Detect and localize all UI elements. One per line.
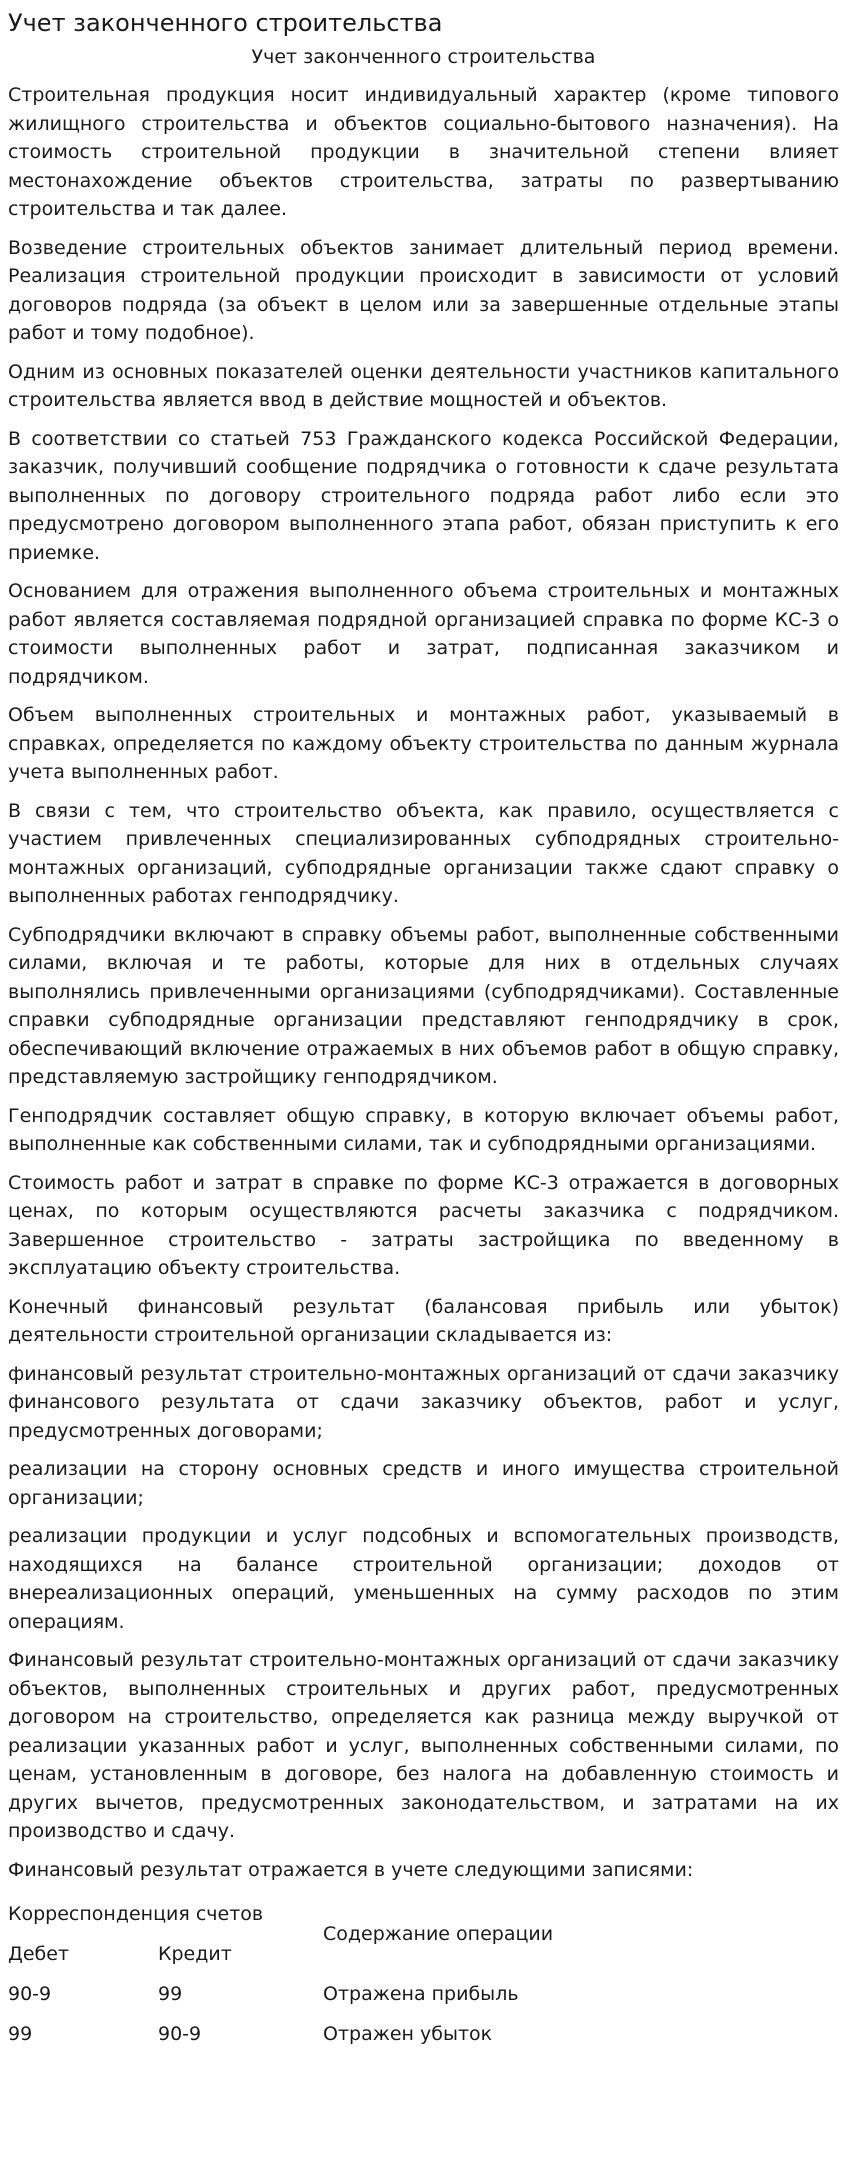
article-subtitle: Учет законченного строительства: [251, 46, 596, 68]
paragraph: Возведение строительных объектов занимает длительный период времени. Реализация строительной продукции происходит в зависимости от условий договоров подряда (за объект в целом или за завершенные отдельные этапы работ и тому подобное).: [8, 236, 839, 344]
paragraph: реализации продукции и услуг подсобных и вспомогательных производств, находящихся на балансе строительной организации; доходов от внереализационных операций, уменьшенных на сумму расходов по этим операциям.: [8, 1525, 839, 1633]
table-row: [8, 2014, 723, 2054]
paragraph: Субподрядчики включают в справку объемы работ, выполненные собственными силами, включая и те работы, которые для них в отдельных случаях выполнялись привлеченными организациями (субподрядчиками). Составленные справки субподрядные организации представляют генподрядчику в срок, обеспечивающий включение отражаемых в них объемов работ в общую справку, представляемую застройщику генподрядчиком.: [8, 923, 839, 1088]
cell-debit: 99: [8, 2023, 33, 2045]
paragraph: Одним из основных показателей оценки деятельности участников капитального строительства является ввод в действие мощностей и объектов.: [8, 360, 839, 411]
table-row: [8, 1974, 723, 2014]
paragraph: В связи с тем, что строительство объекта, как правило, осуществляется с участием привлеченных специализированных субподрядных строительно-монтажных организаций, субподрядные организации также сдают справку о выполненных работах генподрядчику.: [8, 799, 839, 907]
paragraph: Объем выполненных строительных и монтажных работ, указываемый в справках, определяется по каждому объекту строительства по данным журнала учета выполненных работ.: [8, 704, 839, 783]
cell-debit: 90-9: [8, 1983, 52, 2005]
table-header-row: [8, 1894, 723, 1934]
paragraph: финансовый результат строительно-монтажных организаций от сдачи заказчику финансового результата от сдачи заказчику объектов, работ и услуг, предусмотренных договорами;: [8, 1362, 839, 1442]
header-accounts-correspondence: Корреспонденция счетов: [8, 1903, 264, 1925]
paragraph: Конечный финансовый результат (балансовая прибыль или убыток) деятельности строительной организации складывается из:: [8, 1295, 839, 1346]
paragraph: Финансовый результат отражается в учете следующими записями:: [8, 1858, 694, 1881]
cell-content: Отражена прибыль: [323, 1983, 519, 2005]
accounting-entries-table: [8, 1894, 723, 2054]
paragraph: Строительная продукция носит индивидуальный характер (кроме типового жилищного строительства и объектов социально-бытового назначения). На стоимость строительной продукции в значительной степени влияет местонахождение объектов строительства, затраты по развертыванию строительства и так далее.: [8, 84, 839, 220]
page-title: Учет законченного строительства: [8, 9, 443, 37]
paragraph: Финансовый результат строительно-монтажных организаций от сдачи заказчику объектов, выполненных строительных и других работ, предусмотренных договором на строительство, определяется как разница между выручкой от реализации указанных работ и услуг, выполненных собственными силами, по ценам, установленным в договоре, без налога на добавленную стоимость и других вычетов, предусмотренных законодательством, и затратами на их производство и сдачу.: [8, 1649, 839, 1842]
header-debit: Дебет: [8, 1943, 70, 1965]
paragraph: В соответствии со статьей 753 Гражданского кодекса Российской Федерации, заказчик, получивший сообщение подрядчика о готовности к сдаче результата выполненных по договору строительного подряда работ либо если это предусмотрено договором выполненного этапа работ, обязан приступить к его приемке.: [8, 427, 839, 564]
paragraph: Основанием для отражения выполненного объема строительных и монтажных работ является составляемая подрядной организацией справка по форме КС-3 о стоимости выполненных работ и затрат, подписанная заказчиком и подрядчиком.: [8, 580, 839, 688]
paragraph: реализации на сторону основных средств и иного имущества строительной организации;: [8, 1458, 839, 1509]
article-body: [8, 81, 839, 1884]
header-operation-content: Содержание операции: [323, 1923, 554, 1945]
cell-credit: 99: [158, 1983, 183, 2005]
paragraph: Стоимость работ и затрат в справке по форме КС-3 отражается в договорных ценах, по которым осуществляются расчеты заказчика с подрядчиком. Завершенное строительство - затраты застройщика по введенному в эксплуатацию объекту строительства.: [8, 1171, 839, 1279]
cell-content: Отражен убыток: [323, 2023, 493, 2045]
cell-credit: 90-9: [158, 2023, 202, 2045]
header-credit: Кредит: [158, 1943, 232, 1965]
paragraph: Генподрядчик составляет общую справку, в которую включает объемы работ, выполненные как собственными силами, так и субподрядными организациями.: [8, 1104, 839, 1155]
